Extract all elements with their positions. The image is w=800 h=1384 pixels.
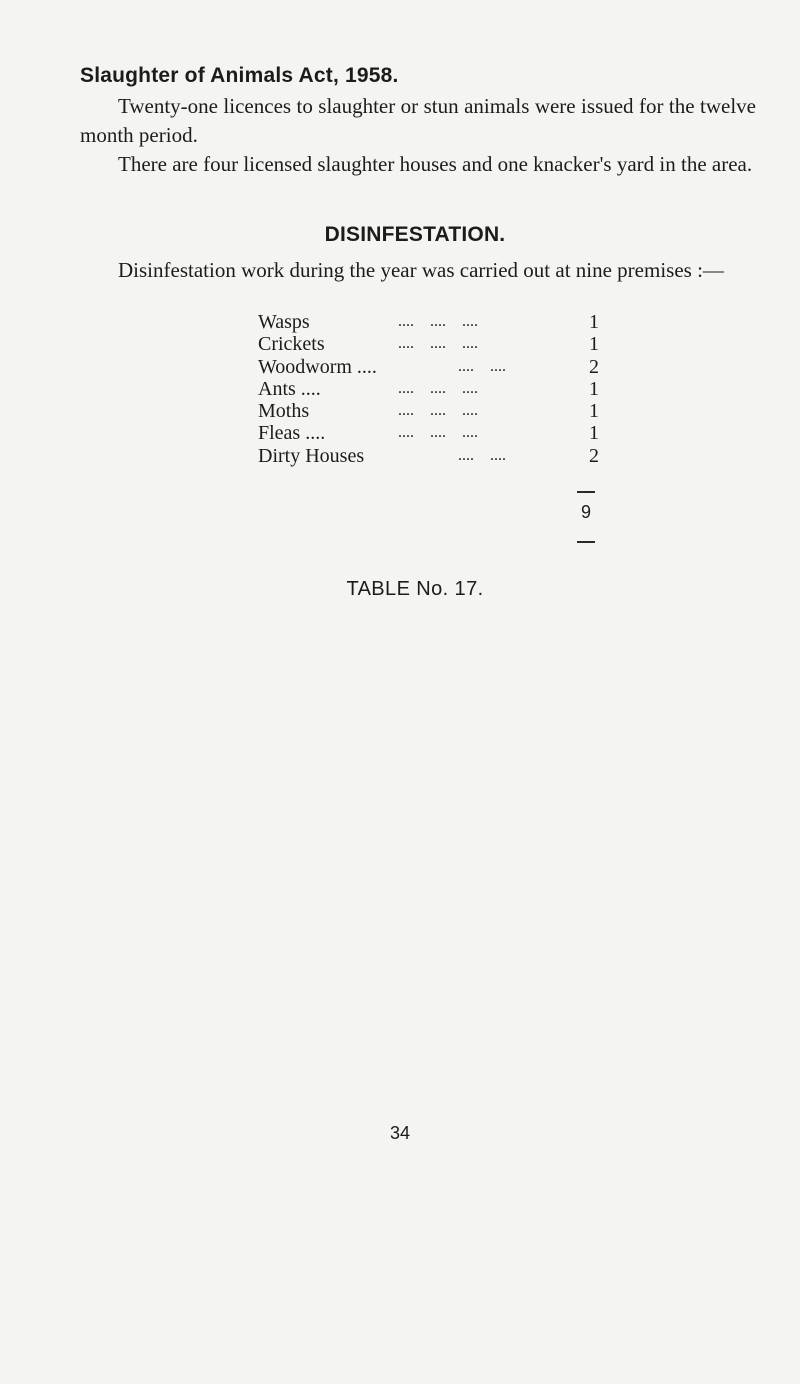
- list-item: [258, 311, 608, 333]
- page-number: 34: [389, 1123, 411, 1143]
- item-count: 1: [589, 400, 599, 423]
- total-rule-bottom: [577, 541, 595, 543]
- paragraph-licences: [80, 92, 756, 150]
- leader-dots: .... .... ....: [398, 313, 478, 330]
- item-count: 1: [589, 377, 599, 400]
- table-caption: TABLE No. 17.: [346, 578, 484, 600]
- item-count: 1: [589, 333, 599, 356]
- disinfestation-heading: DISINFESTATION.: [324, 223, 506, 246]
- item-label: Dirty Houses: [258, 444, 365, 467]
- paragraph-slaughter-houses-text: There are four licensed slaughter houses and one knacker's yard in the area.: [118, 152, 753, 176]
- item-label: Wasps: [258, 311, 310, 333]
- item-label: Fleas ....: [258, 422, 326, 445]
- item-count: 1: [589, 422, 599, 445]
- disinfestation-list: [258, 311, 608, 467]
- item-count: 2: [589, 355, 599, 378]
- item-count: 2: [589, 444, 599, 467]
- leader-dots: .... .... ....: [398, 424, 478, 442]
- list-item: [258, 356, 608, 378]
- list-item: [258, 378, 608, 400]
- list-item: [258, 400, 608, 422]
- section-heading: Slaughter of Animals Act, 1958.: [80, 64, 399, 87]
- leader-dots: .... ....: [458, 357, 506, 375]
- paragraph-slaughter-houses: [80, 150, 756, 179]
- paragraph-disinfestation: [80, 256, 756, 285]
- list-item: [258, 422, 608, 444]
- list-item: [258, 333, 608, 355]
- leader-dots: .... .... ....: [398, 402, 478, 420]
- item-label: Moths: [258, 400, 310, 423]
- item-label: Woodworm ....: [258, 355, 377, 378]
- item-label: Ants ....: [258, 377, 321, 400]
- leader-dots: .... .... ....: [398, 379, 478, 397]
- total-rule-top: [577, 491, 595, 493]
- total-count: 9: [580, 502, 591, 522]
- item-count: 1: [589, 311, 599, 333]
- paragraph-disinfestation-text: Disinfestation work during the year was carried out at nine premises :—: [118, 258, 724, 282]
- item-label: Crickets: [258, 333, 325, 356]
- paragraph-licences-text: Twenty-one licences to slaughter or stun animals were issued for the twelve month period.: [80, 94, 756, 147]
- leader-dots: .... ....: [458, 446, 506, 464]
- leader-dots: .... .... ....: [398, 335, 478, 353]
- list-item: [258, 445, 608, 467]
